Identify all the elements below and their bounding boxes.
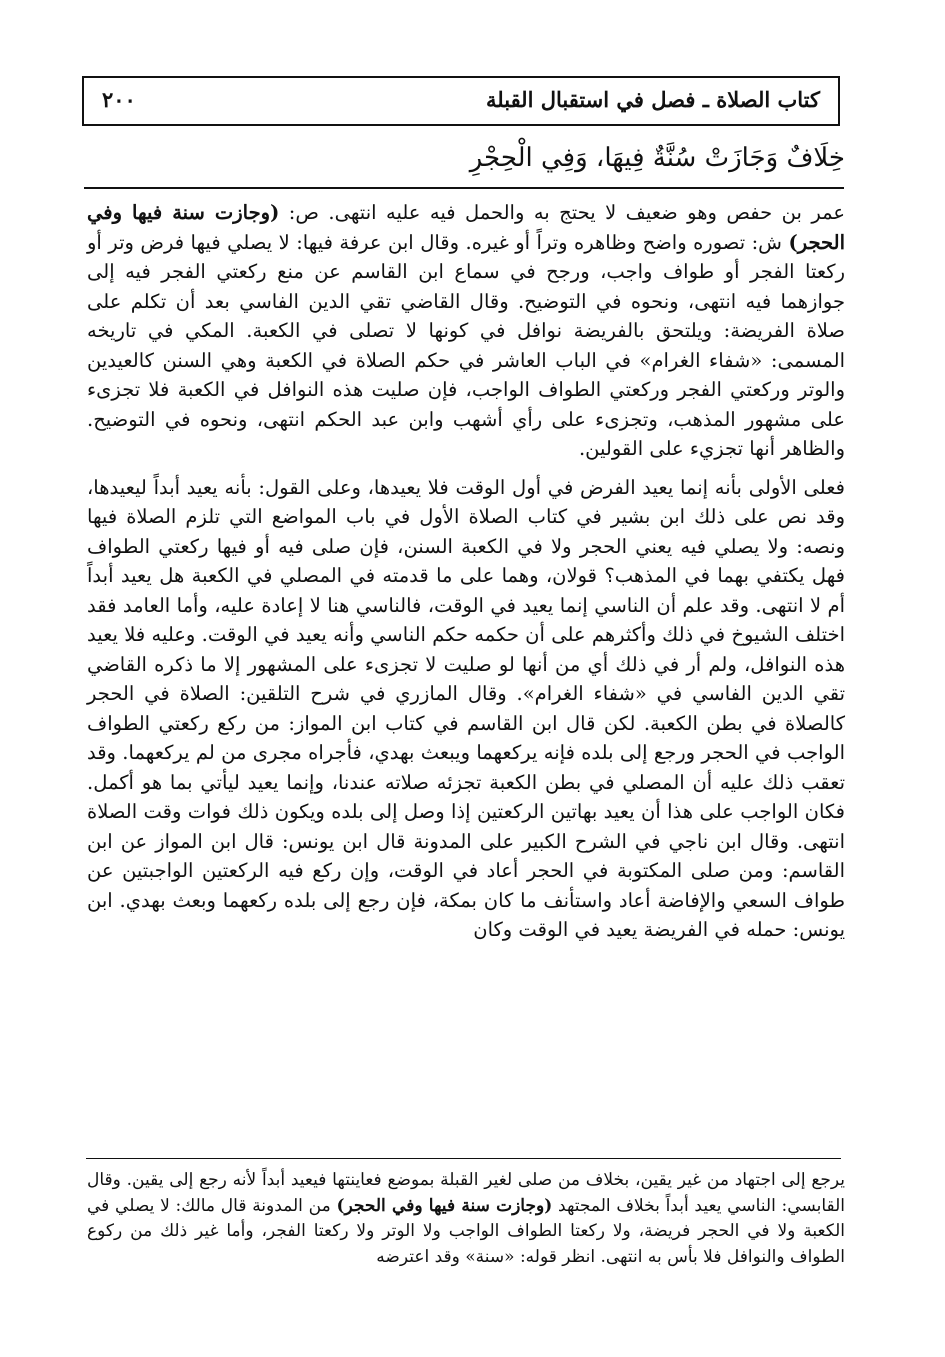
commentary-paragraph	[87, 198, 845, 464]
commentary	[87, 198, 845, 945]
page-number: ٢٠٠	[102, 87, 136, 112]
footnote-text: يرجع إلى اجتهاد من غير يقين، بخلاف من صلى لغير القبلة بموضع فعاينتها فيعيد أبداً لأنه رجع إلى يقين. وقال القابسي: الناسي يعيد أبداً بخلاف المجتهد	[87, 1170, 846, 1216]
commentary-text: ش: تصوره واضح وظاهره وتراً أو غيره. وقال ابن عرفة فيها: لا يصلي فيها فرض وتر أو ركعتا الفجر أو طواف واجب، ورجح في سماع ابن القاسم عن منع ركعتي الفجر فيه إلى جوازهما فيه انتهى، ونحوه في التوضيح. وقال القاضي تقي الدين الفاسي بعد أن تكلم على صلاة الفريضة: ويلتحق بالفريضة نوافل في كونها لا تصلى في الكعبة. المكي في تاريخه المسمى: «شفاء الغرام» في الباب العاشر في حكم الصلاة في الكعبة وهي السنن كالعيدين والوتر وركعتي الفجر وركعتي الطواف الواجب، فإن صليت هذه النوافل في الكعبة فلا تجزىء على مشهور المذهب، وتجزىء على رأي أشهب وابن عبد الحكم انتهى، ونحوه في التوضيح. والظاهر أنها تجزيء على القولين.	[87, 230, 845, 460]
matn-divider	[84, 187, 844, 189]
running-title: كتاب الصلاة ـ فصل في استقبال القبلة	[486, 87, 820, 112]
matn-quote: (وجازت سنة فيها وفي الحجر)	[87, 201, 845, 254]
matn-line: خِلَافٌ وَجَازَتْ سُنَّةٌ فِيهَا، وَفِي الْحِجْرِ	[469, 143, 845, 173]
footnote-text: من المدونة قال مالك: لا يصلي في الكعبة ولا في الحجر فريضة، ولا ركعتا الطواف الواجب ولا الوتر ولا ركعتا الفجر، وأما غير ذلك من ركوع الطواف والنوافل فلا بأس به انتهى. انظر قوله: «سنة» وقد اعترضه	[87, 1195, 845, 1267]
commentary-paragraph: فعلى الأولى بأنه إنما يعيد الفرض في أول الوقت فلا يعيدها، وعلى القول: بأنه يعيد أبداً ليعيدها، وقد نص على ذلك ابن بشير في كتاب الصلاة الأول في باب المواضع التي تلزم الصلاة فيها ونصه: ولا يصلي فيه يعني الحجر ولا في الكعبة السنن، فإن صلى فيه أو فيها ركعتي الطواف فهل يكتفي بهما في المذهب؟ قولان، وهما على ما قدمته في المصلي في الكعبة هل يعيد أبداً أم لا انتهى. وقد علم أن الناسي إنما يعيد في الوقت، فالناسي هنا لا إعادة عليه، وأما العامد فقد اختلف الشيوخ في ذلك وأكثرهم على أن حكمه حكم الناسي وأنه يعيد في الوقت. وعليه فلا يعيد هذه النوافل، ولم أر في ذلك أي من أنها لو صليت لا تجزىء على المشهور إلا ما ذكره القاضي تقي الدين الفاسي في «شفاء الغرام». وقال المازري في شرح التلقين: الصلاة في الحجر كالصلاة في بطن الكعبة. لكن قال ابن القاسم في كتاب ابن المواز: من ركع ركعتي الطواف الواجب في الحجر ورجع إلى بلده فإنه يركعهما ويبعث بهدي، فأجراه مجرى من لم يركعهما. وقد تعقب ذلك عليه أن المصلي في بطن الكعبة تجزئه صلاته عندنا، وإنما يعيد ليأتي بما هو أكمل. فكان الواجب على هذا أن يعيد بهاتين الركعتين إذا وصل إلى بلده ويكون ذلك فوات وقت الصلاة انتهى. وقال ابن ناجي في الشرح الكبير على المدونة قال ابن يونس: قال ابن المواز عن ابن القاسم: ومن صلى المكتوبة في الحجر أعاد في الوقت، وإن ركع فيه الركعتين الواجبتين عن طواف السعي والإفاضة أعاد واستأنف ما كان بمكة، فإن رجع إلى بلده ركعهما وبعث بهدي. ابن يونس: حمله في الفريضة يعيد في الوقت وكان	[87, 475, 845, 941]
matn-quote: (وجازت سنة فيها وفي الحجر)	[336, 1195, 553, 1216]
footnote	[87, 1168, 845, 1270]
footnote-paragraph	[87, 1168, 845, 1270]
footnote-divider	[86, 1158, 841, 1159]
commentary-text: عمر بن حفص وهو ضعيف لا يحتج به والحمل فيه عليه انتهى. ص:	[288, 201, 845, 224]
page-header	[82, 76, 840, 126]
